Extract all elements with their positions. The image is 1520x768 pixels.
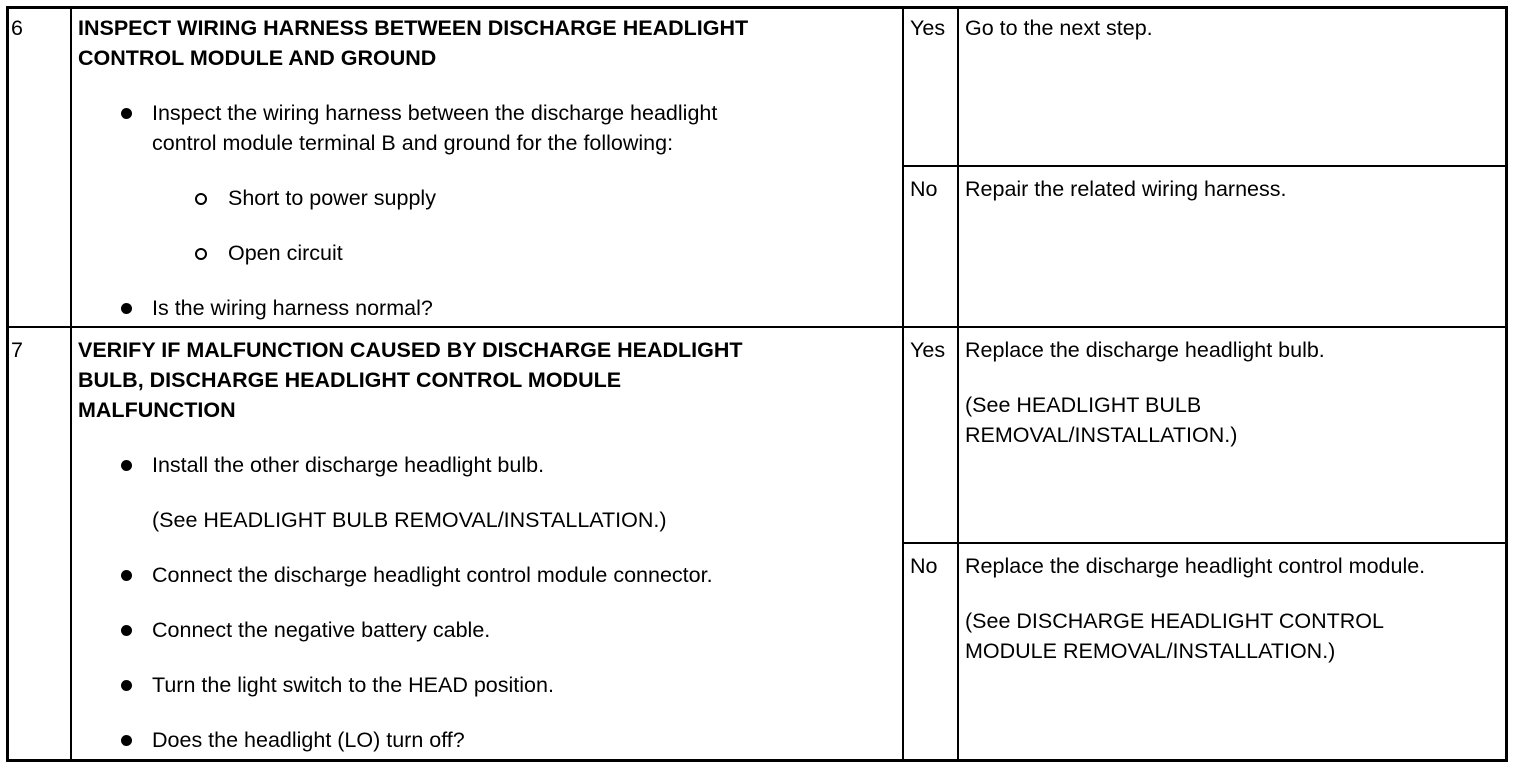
no-action: Repair the related wiring harness. (965, 177, 1287, 201)
bullet-icon (121, 680, 132, 691)
yes-action: Go to the next step. (965, 16, 1153, 40)
bullet-icon (121, 625, 132, 636)
bullet-icon (121, 460, 132, 471)
step-heading-line: VERIFY IF MALFUNCTION CAUSED BY DISCHARGE HEADLIGHT (78, 338, 743, 362)
yes-no-divider-row7 (902, 542, 1508, 544)
bullet-icon (121, 735, 132, 746)
list-item: Install the other discharge headlight bulb. (152, 453, 545, 477)
yes-label: Yes (910, 16, 946, 40)
step-heading-line: BULB, DISCHARGE HEADLIGHT CONTROL MODULE (78, 368, 622, 392)
no-reference-note: MODULE REMOVAL/INSTALLATION.) (965, 639, 1336, 663)
yes-reference-note: (See HEADLIGHT BULB (965, 393, 1202, 417)
yes-reference-note: REMOVAL/INSTALLATION.) (965, 423, 1238, 447)
no-label: No (910, 554, 938, 578)
yes-label: Yes (910, 338, 946, 362)
step-heading-line: CONTROL MODULE AND GROUND (78, 46, 437, 70)
sub-list-item: Open circuit (228, 241, 343, 265)
bullet-icon (121, 570, 132, 581)
list-item: Turn the light switch to the HEAD position. (152, 673, 554, 697)
list-item: Connect the discharge headlight control module connector. (152, 563, 713, 587)
list-item: Is the wiring harness normal? (152, 296, 433, 320)
sub-bullet-icon (195, 248, 207, 260)
step-number: 7 (11, 338, 23, 362)
step-heading-line: MALFUNCTION (78, 398, 236, 422)
sub-bullet-icon (195, 193, 207, 205)
column-divider-action (957, 6, 959, 762)
no-reference-note: (See DISCHARGE HEADLIGHT CONTROL (965, 609, 1384, 633)
list-item: control module terminal B and ground for the following: (152, 131, 674, 155)
list-item: Inspect the wiring harness between the discharge headlight (152, 101, 718, 125)
bullet-icon (121, 303, 132, 314)
yes-action: Replace the discharge headlight bulb. (965, 338, 1325, 362)
bullet-icon (121, 108, 132, 119)
column-divider-result (902, 6, 904, 762)
no-label: No (910, 177, 938, 201)
column-divider-step (70, 6, 72, 762)
list-item: Connect the negative battery cable. (152, 618, 491, 642)
step-number: 6 (11, 16, 23, 40)
no-action: Replace the discharge headlight control module. (965, 554, 1426, 578)
yes-no-divider-row6 (902, 165, 1508, 167)
row-divider (6, 326, 1508, 328)
step-heading-line: INSPECT WIRING HARNESS BETWEEN DISCHARGE HEADLIGHT (78, 16, 749, 40)
list-item: Does the headlight (LO) turn off? (152, 728, 465, 752)
reference-note: (See HEADLIGHT BULB REMOVAL/INSTALLATION.) (152, 508, 667, 532)
sub-list-item: Short to power supply (228, 186, 436, 210)
